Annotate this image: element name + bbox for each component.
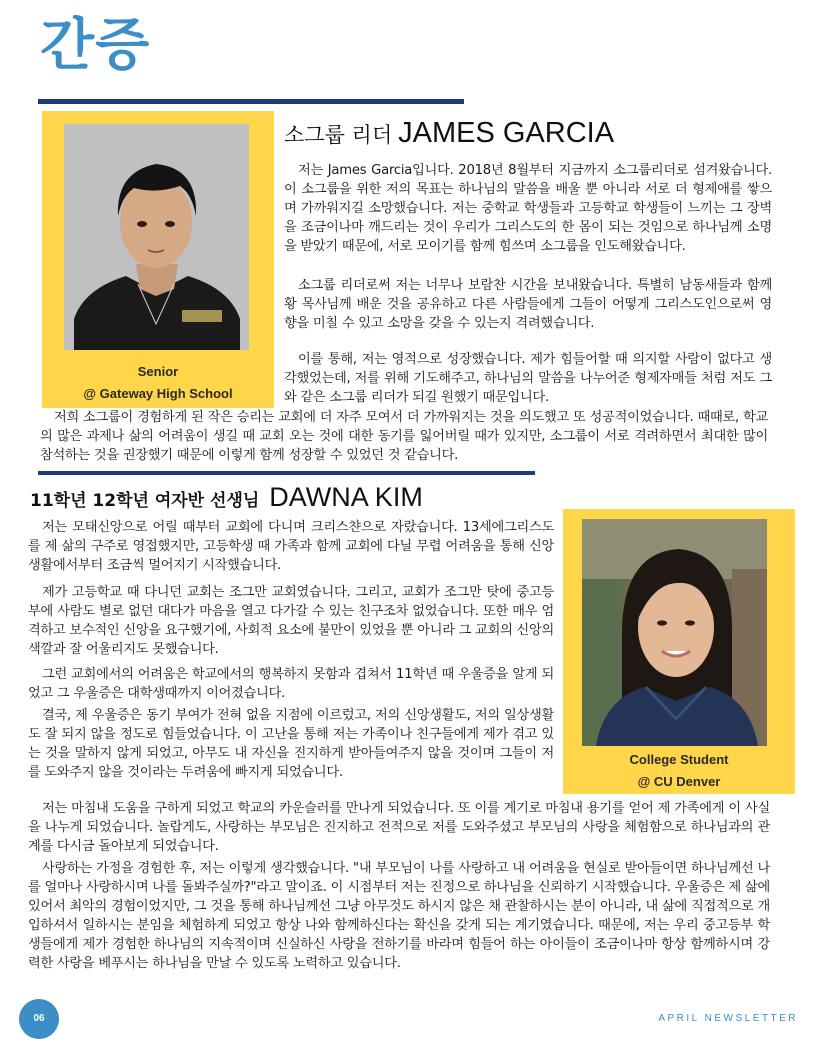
heading-name: DAWNA KIM [269, 482, 423, 512]
caption-school: @ Gateway High School [83, 386, 233, 401]
heading-name: JAMES GARCIA [398, 117, 615, 149]
page-number-badge: 06 [19, 999, 59, 1039]
paragraph: 사랑하는 가정을 경험한 후, 저는 이렇게 생각했습니다. "내 부모님이 나를 사랑하고 내 어려움을 현실로 받아들이면 하나님께선 나를 얼마나 사랑하시며 나를 돌봐주실까?"라고 말이죠. 이 시점부터 저는 진정으로 하나님을 신뢰하기 시작했습니다. 우울증은 제 삶에 있어서 최악의 경험이었지만, 그 것을 통해 하나님께선 그냥 아무것도 하시지 않은 채 관찰하시는 분이 아니라, 내 삶에 직접적으로 개입하셔서 일하시는 분임을 체험하게 되었고 항상 나와 함께하신다는 확신을 갖게 되는 계기였습니다. 때문에, 저는 우리 중고등부 학생들에게 제가 경험한 하나님의 지속적이며 신실하신 사랑을 전하기를 바라며 힘들어 하는 아이들이 조금이나마 항상 함께하시며 강력한 사랑을 베푸시는 하나님을 만날 수 있도록 노력하고 있습니다. [28, 861, 770, 971]
heading-role: 소그룹 리더 [284, 123, 393, 147]
paragraph: 제가 고등학교 때 다니던 교회는 조그만 교회였습니다. 그리고, 교회가 조그만 탓에 중고등부에 사람도 별로 없던 대다가 마음을 열고 다가갈 수 있는 친구조차 없었습니다. 또한 매우 엄격하고 보수적인 신앙을 요구했기에, 사회적 요소에 불만이 있었을 뿐 아니라 그 교회의 신앙의 색깔과 잘 어울리지도 못했습니다. [28, 585, 554, 657]
photo-card-james-garcia [42, 111, 274, 408]
title-divider [38, 99, 464, 104]
section-divider [38, 471, 535, 475]
page-title: 간증 [40, 13, 151, 78]
section-heading-dawna-kim [30, 484, 423, 511]
paragraph: 저희 소그룹이 경험하게 된 작은 승리는 교회에 더 자주 모여서 더 가까워지는 것을 의도했고 또 성공적이었습니다. 때때로, 학교의 많은 과제나 삶의 어려움이 생길 때 교회 오는 것에 대한 동기를 잃어버릴 때가 있지만, 소그룹이 서로 격려하면서 최대한 많이 참석하는 것을 권장했기 때문에 이렇게 함께 성장할 수 있었던 것 같습니다. [40, 410, 768, 463]
newsletter-label: APRIL NEWSLETTER [658, 1013, 798, 1024]
caption-role: College Student [629, 752, 729, 767]
paragraph: 소그룹 리더로써 저는 너무나 보람찬 시간을 보내왔습니다. 특별히 남동새들과 함께 황 목사님께 배운 것을 공유하고 다른 사람들에게 그들이 어떻게 그리스도인으로써 영향을 미칠 수 있고 소망을 갖을 수 있는지 격려했습니다. [284, 278, 772, 331]
photo-card-dawna-kim [563, 509, 795, 794]
paragraph: 이를 통해, 저는 영적으로 성장했습니다. 제가 힘들어할 때 의지할 사람이 없다고 생각했었는데, 저를 위해 기도해주고, 하나님의 말씀을 나누어준 형제자매들 처럼 저도 그와 같은 소그룹 리더가 되길 원했기 때문입니다. [284, 352, 772, 405]
caption-school: @ CU Denver [637, 774, 721, 789]
section-heading-james-garcia [284, 119, 614, 148]
paragraph: 저는 모태신앙으로 어릴 때부터 교회에 다니며 크리스챤으로 자랐습니다. 13세에그리스도를 제 삶의 구주로 영접했지만, 고등학생 때 가족과 함께 교회에 다닐 무렵 어려움을 통해 신앙 생활에서부터 조금씩 멀어지기 시작했습니다. [28, 520, 554, 573]
portrait-photo-dawna-kim [582, 519, 767, 746]
heading-role: 11학년 12학년 여자반 선생님 [30, 491, 260, 511]
paragraph: 결국, 제 우울증은 동기 부여가 전혀 없을 지점에 이르렀고, 저의 신앙생활도, 저의 일상생활도 잘 되지 않을 정도로 힘들었습니다. 이 고난을 통해 저는 가족이나 친구들에게 제가 겪고 있는 것을 말하지 않게 되었고, 아무도 내 자신을 진지하게 받아들여주지 않을 것이며 그들이 저를 도와주지 않을 것이라는 두려움에 빠지게 되었습니다. [28, 708, 554, 780]
portrait-photo-james-garcia [64, 124, 249, 350]
paragraph: 저는 James Garcia입니다. 2018년 8월부터 지금까지 소그룹리더로 섬겨왔습니다. 이 소그룹을 위한 저의 목표는 하나님의 말씀을 배울 뿐 아니라 서로 더 형제애를 쌓으며 가까워지길 소망했습니다. 저는 중학교 학생들과 고등학교 학생들이 느끼는 그 장벽을 조금이나마 깨드리는 것이 우리가 그리스도의 한 몸이 되는 것임으로 하나님께 소명을 받았기 때문에, 서로 모이기를 함께 힘쓰며 소그룹을 인도해왔습니다. [284, 163, 772, 254]
paragraph: 그런 교회에서의 어려움은 학교에서의 행복하지 못함과 겹쳐서 11학년 때 우울증을 알게 되었고 그 우울증은 대학생때까지 이어졌습니다. [28, 667, 554, 701]
paragraph: 저는 마침내 도움을 구하게 되었고 학교의 카운슬러를 만나게 되었습니다. 또 이를 계기로 마침내 용기를 얻어 제 가족에게 이 사실을 나누게 되었습니다. 놀랍게도, 사랑하는 부모님은 진지하고 전적으로 저를 도와주셨고 부모님의 사랑을 체험함으로 하나님과의 관계를 다시금 돌아보게 되었습니다. [28, 801, 770, 854]
caption-role: Senior [137, 364, 179, 379]
